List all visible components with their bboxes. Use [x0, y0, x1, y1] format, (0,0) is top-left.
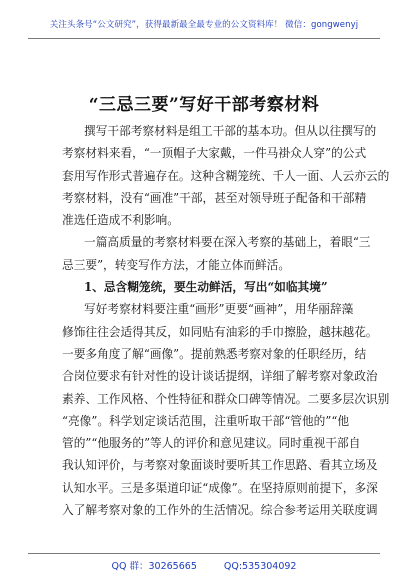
paragraph-3-line: 认知水平。三是多渠道印证“成像”。在坚持原则前提下，多深	[62, 480, 378, 495]
paragraph-3-line: 一要多角度了解“画像”。提前熟悉考察对象的任职经历，结	[62, 346, 367, 361]
paragraph-1-line: 考察材料来看，“一顶帽子大家戴，一件马褂众人穿”的公式	[62, 146, 367, 161]
paragraph-1-line: 考察材料，没有“画准”干部，甚至对领导班子配备和干部精	[62, 190, 367, 205]
paragraph-3-line: 写好考察材料要注重“画形”更要“画神”，用华丽辞藻	[84, 302, 354, 317]
header-rule	[28, 38, 380, 39]
footer	[0, 558, 408, 572]
paragraph-3-line: 修饰往往会适得其反，如同贴有油彩的手巾擦脸，越抹越花。	[62, 324, 378, 339]
qq-group-number: QQ 群：30265665	[111, 561, 197, 572]
paragraph-3-line: 素养、工作风格、个性特征和群众口碑等情况。二要多层次识别	[62, 391, 390, 406]
paragraph-1-line: 准选任造成不利影响。	[62, 213, 179, 228]
paragraph-3-line: 合岗位要求有针对性的设计谈话提纲，详细了解考察对象政治	[62, 369, 378, 384]
qq-contact-number: QQ:535304092	[223, 561, 297, 572]
paragraph-1-line: 套用写作形式普遍存在。这种含糊笼统、千人一面、人云亦云的	[62, 168, 390, 183]
paragraph-2-line: 一篇高质量的考察材料要在深入考察的基础上，着眼“三	[84, 235, 371, 250]
paragraph-3-line: 入了解考察对象的工作外的生活情况。综合参考运用关联度调	[62, 503, 378, 518]
paragraph-1-line: 撰写干部考察材料是组工干部的基本功。但从以往撰写的	[84, 124, 377, 138]
document-title: “三忌三要”写好干部考察材料	[88, 95, 320, 115]
footer-rule	[28, 553, 380, 554]
section-heading: 1、忌含糊笼统，要生动鲜活，写出“如临其境”	[84, 280, 328, 295]
paragraph-3-line: 我认知评价，与考察对象面谈时要听其工作思路、看其立场及	[62, 458, 378, 473]
paragraph-2-line: 忌三要”，转变写作方法，才能立体而鲜活。	[62, 257, 291, 272]
paragraph-3-line: 管的”“他服务的”等人的评价和意见建议。同时重视干部自	[62, 436, 361, 451]
document-body	[62, 120, 390, 521]
header-banner: 关注头条号“公文研究”，获得最新最全最专业的公文资料库！ 微信：gongwenyj	[49, 20, 359, 30]
paragraph-3-line: “亮像”。科学划定谈话范围，注重听取干部“管他的”“他	[62, 413, 350, 428]
